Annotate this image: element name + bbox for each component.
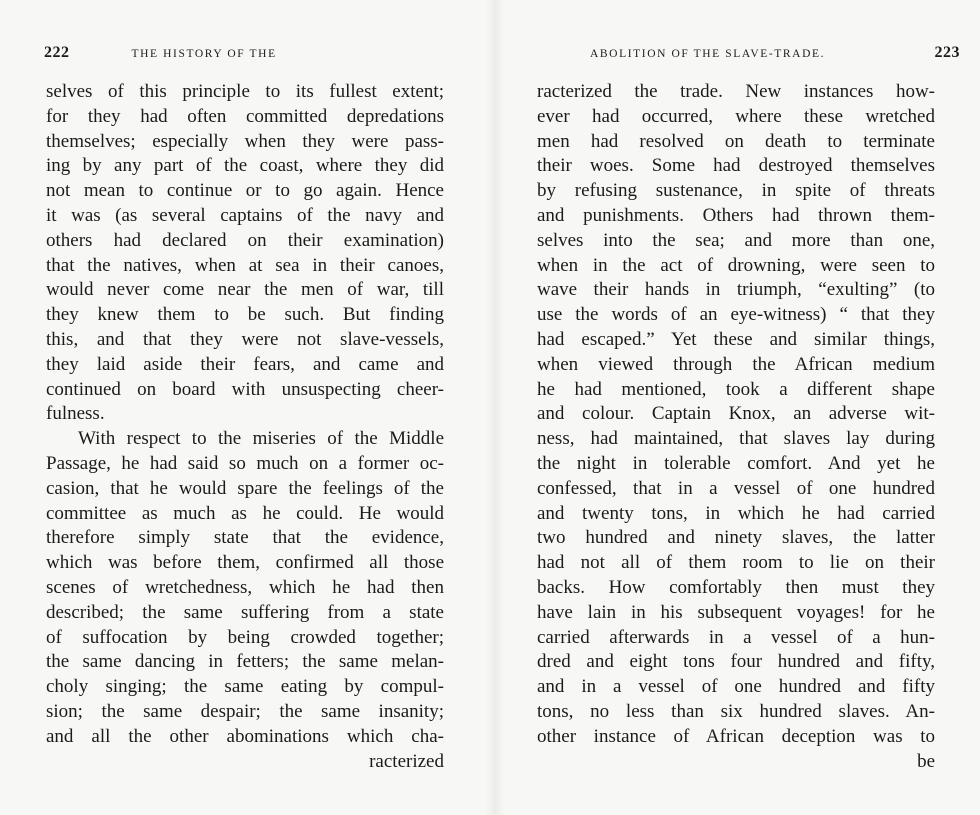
book-gutter bbox=[486, 0, 504, 815]
text-line: confessed, that in a vessel of one hundred bbox=[537, 477, 935, 499]
text-line: it was (as several captains of the navy and bbox=[46, 204, 444, 226]
text-line: not mean to continue or to go again. Hence bbox=[46, 180, 444, 202]
right-running-title: ABOLITION OF THE SLAVE-TRADE. bbox=[590, 48, 826, 60]
text-line: described; the same suffering from a state bbox=[46, 601, 444, 623]
text-line: by refusing sustenance, in spite of threats bbox=[537, 180, 935, 202]
text-line: the same dancing in fetters; the same melan- bbox=[46, 651, 444, 673]
text-line: had not all of them room to lie on their bbox=[537, 552, 935, 574]
text-line: that the natives, when at sea in their canoes, bbox=[46, 254, 444, 276]
text-line: selves of this principle to its fullest extent; bbox=[46, 81, 444, 102]
text-line: this, and that they were not slave-vessels, bbox=[46, 328, 444, 350]
text-line: selves into the sea; and more than one, bbox=[537, 229, 935, 251]
text-line: and all the other abominations which cha- bbox=[46, 725, 444, 747]
text-line: and in a vessel of one hundred and fifty bbox=[537, 676, 935, 698]
text-line: scenes of wretchedness, which he had then bbox=[46, 576, 444, 598]
text-line: continued on board with unsuspecting cheer- bbox=[46, 378, 444, 400]
text-line: ing by any part of the coast, where they did bbox=[46, 155, 444, 177]
right-body-text bbox=[537, 80, 935, 774]
text-line: and punishments. Others had thrown them- bbox=[537, 204, 935, 226]
text-line: they knew them to be such. But finding bbox=[46, 304, 444, 326]
text-line: others had declared on their examination) bbox=[46, 229, 444, 251]
text-line: tons, no less than six hundred slaves. An- bbox=[537, 700, 935, 722]
catchword: racterized bbox=[369, 750, 444, 772]
text-line: which was before them, confirmed all those bbox=[46, 552, 444, 574]
text-line: the night in tolerable comfort. And yet he bbox=[537, 452, 935, 474]
left-page-number: 222 bbox=[44, 44, 70, 61]
text-line: casion, that he would spare the feelings of the bbox=[46, 477, 444, 499]
text-line: Passage, he had said so much on a former oc- bbox=[46, 452, 444, 474]
catchword: be bbox=[917, 750, 935, 772]
text-line: had escaped.” Yet these and similar things, bbox=[537, 328, 935, 350]
text-line: use the words of an eye-witness) “ that they bbox=[537, 304, 935, 326]
text-line: carried afterwards in a vessel of a hun- bbox=[537, 626, 935, 648]
left-page bbox=[0, 0, 486, 815]
text-line: wave their hands in triumph, “exulting” (to bbox=[537, 279, 935, 301]
text-line: their woes. Some had destroyed themselves bbox=[537, 155, 935, 177]
text-line: and twenty tons, in which he had carried bbox=[537, 502, 935, 524]
text-line: they laid aside their fears, and came and bbox=[46, 353, 444, 375]
text-line: two hundred and ninety slaves, the latter bbox=[537, 527, 935, 549]
text-line: have lain in his subsequent voyages! for he bbox=[537, 601, 935, 623]
text-line: when viewed through the African medium bbox=[537, 353, 935, 375]
text-line: racterized the trade. New instances how- bbox=[537, 81, 935, 102]
text-line: when in the act of drowning, were seen to bbox=[537, 254, 935, 276]
text-line: fulness. bbox=[46, 403, 105, 425]
text-line: therefore simply state that the evidence, bbox=[46, 527, 444, 549]
left-running-title: THE HISTORY OF THE bbox=[131, 48, 277, 60]
text-line: ever had occurred, where these wretched bbox=[537, 105, 935, 127]
text-line: he had mentioned, took a different shape bbox=[537, 378, 935, 400]
text-line: themselves; especially when they were pass- bbox=[46, 130, 444, 152]
text-line: With respect to the miseries of the Middle bbox=[78, 428, 444, 450]
text-line: sion; the same despair; the same insanity; bbox=[46, 700, 444, 722]
text-line: committee as much as he could. He would bbox=[46, 502, 444, 524]
right-page-number: 223 bbox=[934, 44, 960, 61]
text-line: dred and eight tons four hundred and fifty, bbox=[537, 651, 935, 673]
text-line: men had resolved on death to terminate bbox=[537, 130, 935, 152]
text-line: choly singing; the same eating by compul- bbox=[46, 676, 444, 698]
right-running-head bbox=[590, 44, 960, 64]
text-line: and colour. Captain Knox, an adverse wit- bbox=[537, 403, 935, 425]
text-line: of suffocation by being crowded together; bbox=[46, 626, 444, 648]
text-line: other instance of African deception was to bbox=[537, 725, 935, 747]
text-line: backs. How comfortably then must they bbox=[537, 576, 935, 598]
left-body-text bbox=[46, 80, 444, 774]
right-page bbox=[504, 0, 980, 815]
text-line: ness, had maintained, that slaves lay during bbox=[537, 428, 935, 450]
text-line: for they had often committed depredations bbox=[46, 105, 444, 127]
left-running-head bbox=[44, 44, 464, 64]
text-line: would never come near the men of war, till bbox=[46, 279, 444, 301]
